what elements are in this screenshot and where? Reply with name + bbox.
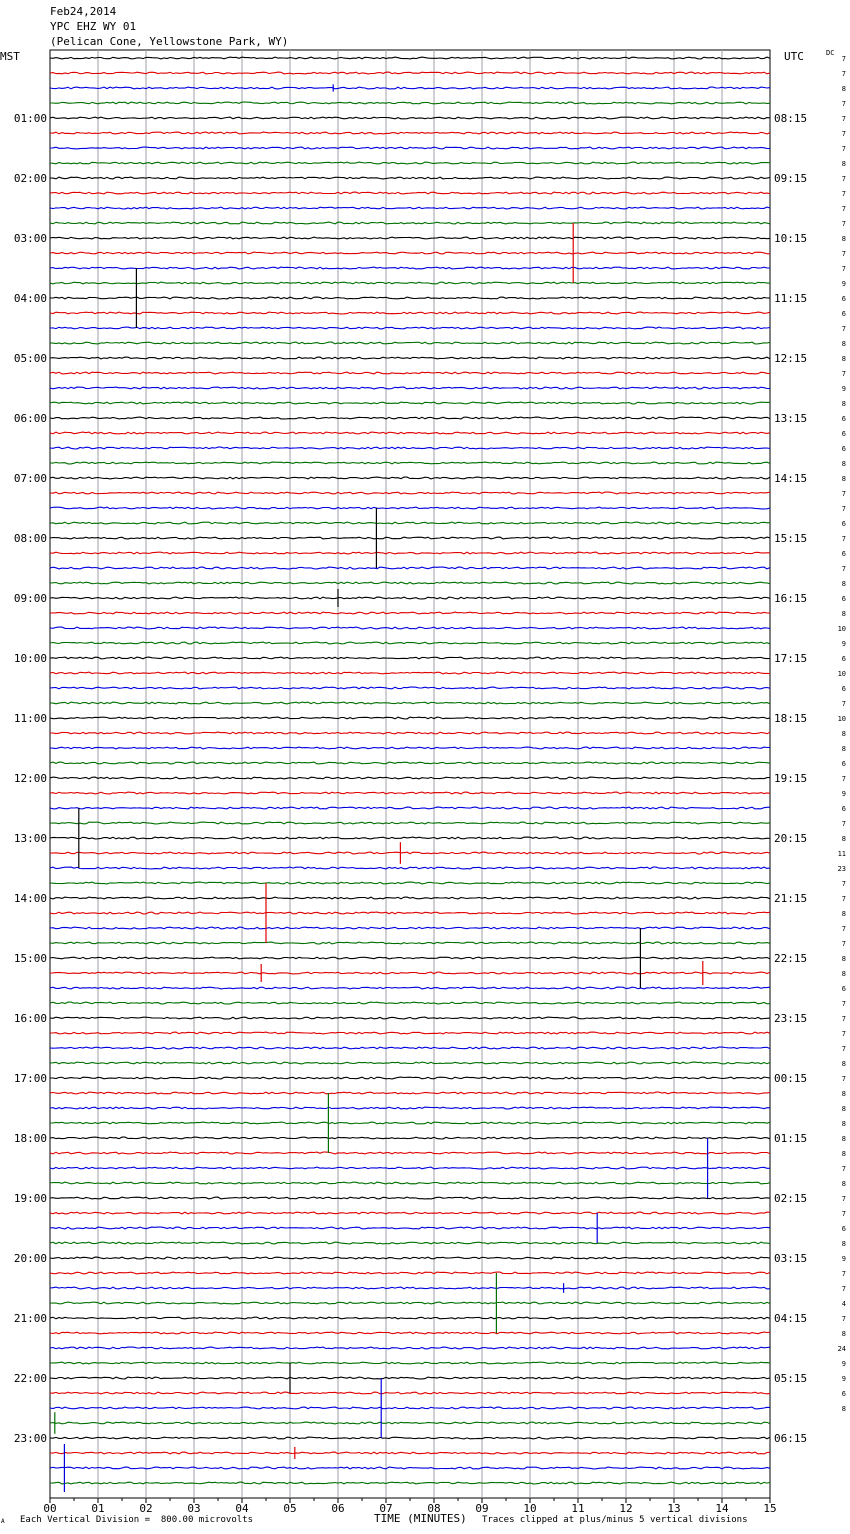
station-location: (Pelican Cone, Yellowstone Park, WY) (50, 35, 289, 48)
trace-row (50, 1362, 770, 1364)
trace-row (50, 627, 770, 629)
dc-offset-label: 8 (841, 730, 846, 738)
trace-row (50, 1287, 770, 1289)
trace-row (50, 672, 770, 674)
right-hour-label: 11:15 (774, 292, 808, 305)
dc-offset-label: 7 (841, 535, 846, 543)
trace-row (50, 702, 770, 704)
trace-row (50, 402, 770, 404)
trace-row (50, 372, 770, 374)
trace-row (50, 222, 770, 224)
dc-offset-label: 7 (841, 1195, 846, 1203)
trace-row (50, 1347, 770, 1349)
dc-offset-label: 7 (841, 1030, 846, 1038)
trace-row (50, 207, 770, 209)
x-tick-label: 04 (235, 1502, 249, 1515)
trace-row (50, 162, 770, 164)
trace-row (50, 1002, 770, 1004)
dc-offset-label: 8 (841, 235, 846, 243)
trace-row (50, 732, 770, 734)
dc-offset-label: 8 (841, 1240, 846, 1248)
trace-row (50, 1167, 770, 1169)
dc-offset-label: 7 (841, 1165, 846, 1173)
right-hour-label: 23:15 (774, 1012, 808, 1025)
trace-row (50, 1092, 770, 1094)
left-hour-label: 11:00 (13, 712, 47, 725)
x-tick-label: 15 (763, 1502, 777, 1515)
dc-offset-label: 8 (841, 1135, 846, 1143)
trace-row (50, 312, 770, 314)
dc-offset-label: 8 (841, 475, 846, 483)
x-tick-label: 03 (187, 1502, 201, 1515)
left-hour-label: 21:00 (13, 1312, 47, 1325)
trace-row (50, 357, 770, 359)
right-hour-label: 16:15 (774, 592, 808, 605)
trace-row (50, 417, 770, 419)
right-hour-label: 01:15 (774, 1132, 808, 1145)
trace-row (50, 777, 770, 779)
dc-offset-label: 6 (841, 445, 846, 453)
trace-row (50, 57, 770, 59)
x-tick-label: 12 (619, 1502, 633, 1515)
dc-offset-label: 8 (841, 1180, 846, 1188)
right-hour-label: 13:15 (774, 412, 808, 425)
trace-row (50, 1197, 770, 1199)
trace-row (50, 1302, 770, 1304)
dc-offset-label: 8 (841, 460, 846, 468)
x-axis-label: TIME (MINUTES) (374, 1512, 467, 1525)
right-hour-label: 06:15 (774, 1432, 808, 1445)
trace-row (50, 492, 770, 494)
trace-row (50, 477, 770, 479)
dc-offset-label: 7 (841, 190, 846, 198)
right-hour-label: 18:15 (774, 712, 808, 725)
dc-offset-label: 8 (841, 1090, 846, 1098)
dc-offset-label: 6 (841, 430, 846, 438)
right-hour-label: 14:15 (774, 472, 808, 485)
dc-offset-label: 7 (841, 220, 846, 228)
dc-offset-label: 8 (841, 745, 846, 753)
trace-row (50, 1212, 770, 1214)
dc-offset-label: 6 (841, 550, 846, 558)
trace-row (50, 957, 770, 959)
x-tick-label: 13 (667, 1502, 681, 1515)
dc-offset-label: 7 (841, 130, 846, 138)
dc-column-header: DC (826, 49, 835, 57)
dc-offset-label: 6 (841, 985, 846, 993)
trace-row (50, 912, 770, 914)
left-hour-label: 08:00 (13, 532, 47, 545)
right-hour-label: 05:15 (774, 1372, 808, 1385)
dc-offset-label: 7 (841, 325, 846, 333)
scale-mark: A (1, 1518, 5, 1525)
trace-row (50, 792, 770, 794)
trace-row (50, 1467, 770, 1469)
x-tick-label: 00 (43, 1502, 57, 1515)
trace-row (50, 567, 770, 569)
dc-offset-label: 8 (841, 970, 846, 978)
right-hour-label: 10:15 (774, 232, 808, 245)
dc-offset-label: 7 (841, 820, 846, 828)
dc-offset-label: 10 (837, 715, 846, 723)
dc-offset-label: 6 (841, 520, 846, 528)
division-note: Each Vertical Division = 800.00 microvolts (20, 1515, 253, 1525)
x-tick-label: 10 (523, 1502, 537, 1515)
left-hour-label: 14:00 (13, 892, 47, 905)
right-hour-label: 12:15 (774, 352, 808, 365)
left-hour-label: 02:00 (13, 172, 47, 185)
trace-row (50, 1332, 770, 1334)
dc-offset-label: 7 (841, 1315, 846, 1323)
trace-row (50, 762, 770, 764)
right-hour-label: 04:15 (774, 1312, 808, 1325)
trace-row (50, 837, 770, 839)
x-tick-label: 14 (715, 1502, 729, 1515)
dc-offset-label: 8 (841, 340, 846, 348)
trace-row (50, 267, 770, 269)
dc-offset-label: 7 (841, 145, 846, 153)
x-tick-label: 05 (283, 1502, 297, 1515)
trace-row (50, 642, 770, 644)
left-hour-label: 15:00 (13, 952, 47, 965)
left-hour-label: 06:00 (13, 412, 47, 425)
dc-offset-label: 7 (841, 70, 846, 78)
dc-offset-label: 8 (841, 355, 846, 363)
dc-offset-label: 6 (841, 1390, 846, 1398)
right-hour-label: 15:15 (774, 532, 808, 545)
dc-offset-label: 9 (841, 640, 846, 648)
left-hour-label: 23:00 (13, 1432, 47, 1445)
dc-offset-label: 8 (841, 1405, 846, 1413)
trace-row (50, 252, 770, 254)
dc-offset-label: 7 (841, 490, 846, 498)
left-hour-label: 17:00 (13, 1072, 47, 1085)
dc-offset-label: 23 (837, 865, 846, 873)
dc-offset-label: 7 (841, 250, 846, 258)
dc-offset-label: 7 (841, 925, 846, 933)
dc-offset-label: 7 (841, 1000, 846, 1008)
dc-offset-label: 6 (841, 295, 846, 303)
trace-row (50, 612, 770, 614)
dc-offset-label: 7 (841, 1015, 846, 1023)
left-hour-label: 07:00 (13, 472, 47, 485)
trace-row (50, 537, 770, 539)
trace-row (50, 1407, 770, 1409)
dc-offset-label: 7 (841, 205, 846, 213)
trace-row (50, 237, 770, 239)
dc-offset-label: 6 (841, 1225, 846, 1233)
trace-row (50, 387, 770, 389)
dc-offset-label: 7 (841, 1045, 846, 1053)
trace-row (50, 867, 770, 869)
trace-row (50, 972, 770, 974)
dc-offset-label: 7 (841, 880, 846, 888)
left-hour-label: 18:00 (13, 1132, 47, 1145)
dc-offset-label: 8 (841, 610, 846, 618)
dc-offset-label: 8 (841, 1330, 846, 1338)
trace-row (50, 582, 770, 584)
dc-offset-label: 8 (841, 835, 846, 843)
trace-row (50, 507, 770, 509)
right-hour-label: 19:15 (774, 772, 808, 785)
trace-row (50, 1437, 770, 1439)
station-code: YPC EHZ WY 01 (50, 20, 137, 33)
dc-offset-label: 7 (841, 55, 846, 63)
trace-row (50, 1107, 770, 1109)
right-timezone: UTC (784, 50, 804, 63)
dc-offset-label: 8 (841, 400, 846, 408)
dc-offset-label: 7 (841, 940, 846, 948)
x-tick-label: 06 (331, 1502, 345, 1515)
trace-row (50, 852, 770, 854)
left-timezone: MST (0, 50, 20, 63)
trace-row (50, 1227, 770, 1229)
right-hour-label: 17:15 (774, 652, 808, 665)
dc-offset-label: 8 (841, 85, 846, 93)
dc-offset-label: 4 (841, 1300, 846, 1308)
dc-offset-label: 7 (841, 1270, 846, 1278)
dc-offset-label: 6 (841, 595, 846, 603)
trace-row (50, 1182, 770, 1184)
left-hour-label: 16:00 (13, 1012, 47, 1025)
dc-offset-label: 7 (841, 175, 846, 183)
trace-row (50, 747, 770, 749)
trace-row (50, 1242, 770, 1244)
dc-offset-label: 7 (841, 100, 846, 108)
trace-row (50, 1317, 770, 1319)
trace-row (50, 1482, 770, 1484)
dc-offset-label: 9 (841, 1255, 846, 1263)
x-tick-label: 07 (379, 1502, 393, 1515)
left-hour-label: 01:00 (13, 112, 47, 125)
dc-offset-label: 6 (841, 805, 846, 813)
trace-row (50, 87, 770, 89)
dc-offset-label: 7 (841, 565, 846, 573)
trace-row (50, 882, 770, 884)
right-hour-label: 00:15 (774, 1072, 808, 1085)
left-hour-label: 09:00 (13, 592, 47, 605)
left-hour-label: 12:00 (13, 772, 47, 785)
trace-row (50, 447, 770, 449)
dc-offset-label: 7 (841, 775, 846, 783)
trace-row (50, 102, 770, 104)
dc-offset-label: 8 (841, 955, 846, 963)
trace-row (50, 1017, 770, 1019)
dc-offset-label: 9 (841, 280, 846, 288)
trace-row (50, 1377, 770, 1379)
left-hour-label: 10:00 (13, 652, 47, 665)
trace-row (50, 687, 770, 689)
trace-row (50, 282, 770, 284)
dc-offset-label: 7 (841, 895, 846, 903)
trace-row (50, 1152, 770, 1154)
clip-note: Traces clipped at plus/minus 5 vertical divisions (482, 1515, 748, 1525)
dc-offset-label: 9 (841, 385, 846, 393)
trace-row (50, 117, 770, 119)
dc-offset-label: 7 (841, 115, 846, 123)
dc-offset-label: 8 (841, 910, 846, 918)
dc-offset-label: 8 (841, 580, 846, 588)
plot-date: Feb24,2014 (50, 5, 117, 18)
trace-row (50, 717, 770, 719)
trace-row (50, 897, 770, 899)
trace-row (50, 1122, 770, 1124)
dc-offset-label: 8 (841, 1105, 846, 1113)
right-hour-label: 21:15 (774, 892, 808, 905)
trace-row (50, 1032, 770, 1034)
dc-offset-label: 11 (837, 850, 846, 858)
dc-offset-label: 7 (841, 700, 846, 708)
trace-row (50, 177, 770, 179)
right-hour-label: 09:15 (774, 172, 808, 185)
trace-row (50, 327, 770, 329)
left-hour-label: 22:00 (13, 1372, 47, 1385)
dc-offset-label: 7 (841, 265, 846, 273)
right-hour-label: 03:15 (774, 1252, 808, 1265)
dc-offset-label: 10 (837, 670, 846, 678)
dc-offset-label: 9 (841, 1360, 846, 1368)
right-hour-label: 08:15 (774, 112, 808, 125)
trace-row (50, 432, 770, 434)
trace-row (50, 822, 770, 824)
trace-row (50, 72, 770, 74)
trace-row (50, 657, 770, 659)
x-tick-label: 08 (427, 1502, 441, 1515)
dc-offset-label: 7 (841, 1075, 846, 1083)
x-tick-label: 09 (475, 1502, 489, 1515)
trace-row (50, 552, 770, 554)
trace-row (50, 522, 770, 524)
left-hour-label: 03:00 (13, 232, 47, 245)
dc-offset-label: 6 (841, 415, 846, 423)
right-hour-label: 20:15 (774, 832, 808, 845)
trace-row (50, 987, 770, 989)
dc-offset-label: 7 (841, 505, 846, 513)
dc-offset-label: 6 (841, 760, 846, 768)
dc-offset-label: 9 (841, 790, 846, 798)
dc-offset-label: 6 (841, 655, 846, 663)
dc-offset-label: 8 (841, 1060, 846, 1068)
right-hour-label: 22:15 (774, 952, 808, 965)
dc-offset-label: 6 (841, 685, 846, 693)
trace-row (50, 1062, 770, 1064)
trace-row (50, 1422, 770, 1424)
trace-row (50, 597, 770, 599)
dc-offset-label: 8 (841, 1150, 846, 1158)
trace-row (50, 342, 770, 344)
left-hour-label: 19:00 (13, 1192, 47, 1205)
trace-row (50, 1257, 770, 1259)
dc-offset-label: 10 (837, 625, 846, 633)
dc-offset-label: 7 (841, 1285, 846, 1293)
x-tick-label: 11 (571, 1502, 585, 1515)
left-hour-label: 20:00 (13, 1252, 47, 1265)
trace-row (50, 297, 770, 299)
trace-row (50, 1272, 770, 1274)
trace-row (50, 147, 770, 149)
dc-offset-label: 7 (841, 370, 846, 378)
trace-row (50, 462, 770, 464)
trace-row (50, 1452, 770, 1454)
x-tick-label: 01 (91, 1502, 105, 1515)
dc-offset-label: 8 (841, 1120, 846, 1128)
left-hour-label: 04:00 (13, 292, 47, 305)
left-hour-label: 13:00 (13, 832, 47, 845)
trace-row (50, 927, 770, 929)
trace-row (50, 192, 770, 194)
left-hour-label: 05:00 (13, 352, 47, 365)
x-tick-label: 02 (139, 1502, 153, 1515)
dc-offset-label: 24 (837, 1345, 846, 1353)
dc-offset-label: 8 (841, 160, 846, 168)
dc-offset-label: 7 (841, 1210, 846, 1218)
dc-offset-label: 9 (841, 1375, 846, 1383)
trace-row (50, 132, 770, 134)
trace-row (50, 1392, 770, 1394)
trace-row (50, 1137, 770, 1139)
trace-row (50, 942, 770, 944)
trace-row (50, 807, 770, 809)
right-hour-label: 02:15 (774, 1192, 808, 1205)
trace-row (50, 1047, 770, 1049)
trace-row (50, 1077, 770, 1079)
dc-offset-label: 6 (841, 310, 846, 318)
